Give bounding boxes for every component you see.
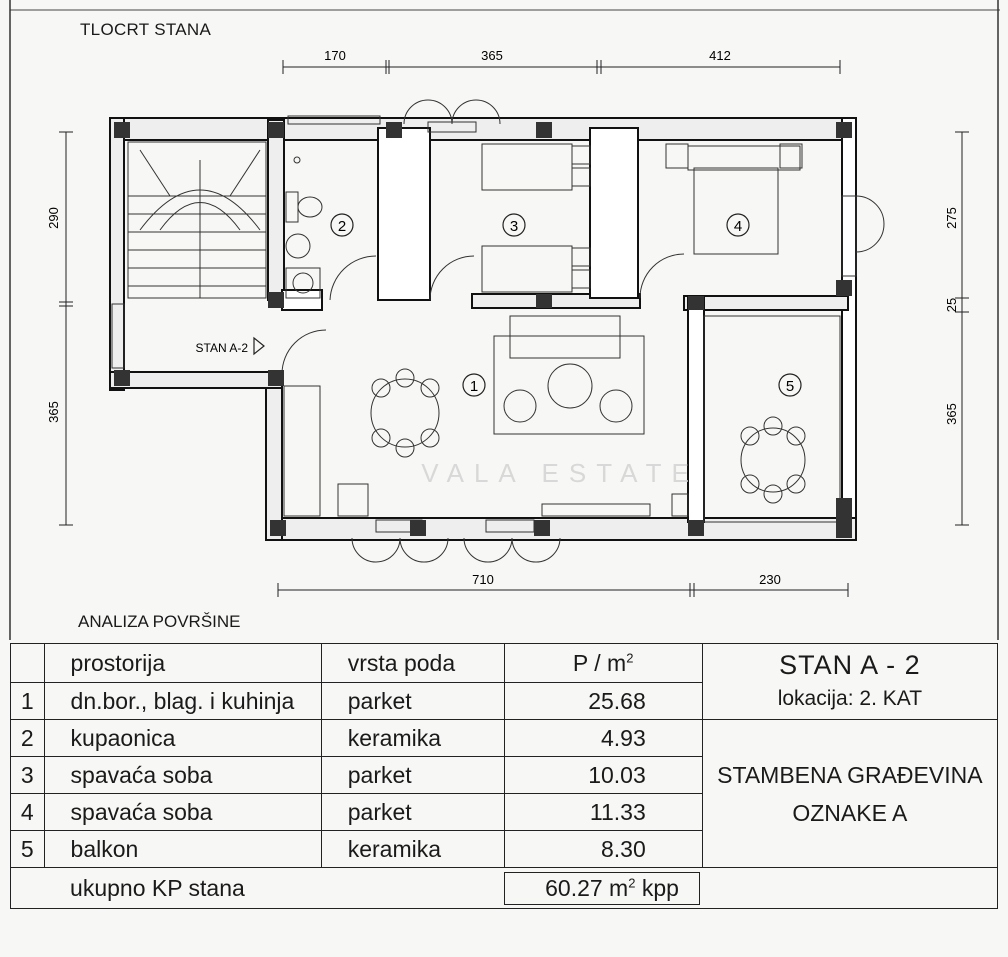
room-number-4: 4	[733, 218, 743, 235]
dimension-left	[59, 132, 73, 525]
dim-right-2: 25	[944, 297, 959, 313]
header-floor: vrsta poda	[321, 644, 504, 683]
stan-info	[702, 644, 997, 720]
room-number-1: 1	[469, 378, 479, 395]
header-area: P / $m^2$	[504, 644, 702, 683]
dim-top-3: 412	[709, 48, 731, 63]
table-row: 3 spavaća soba parket 10.03	[11, 757, 998, 794]
stan-title: STAN A - 2	[779, 650, 921, 680]
building-info	[702, 720, 997, 868]
dim-bottom-2: 230	[759, 572, 781, 587]
dim-left-2: 365	[46, 401, 61, 423]
total-value: 60.27 $m^2$ kpp	[504, 872, 700, 905]
table-row: 4 spavaća soba parket 11.33	[11, 794, 998, 831]
room-number-3: 3	[509, 218, 519, 235]
analysis-title: ANALIZA POVRŠINE	[78, 612, 241, 631]
dimension-right	[955, 132, 969, 525]
dim-left-1: 290	[46, 207, 61, 229]
total-label: ukupno KP stana	[44, 868, 504, 909]
watermark: VALA ESTATE	[421, 458, 699, 488]
room-number-2: 2	[337, 218, 347, 235]
plan-title: TLOCRT STANA	[80, 20, 212, 39]
stan-entry-label: STAN A-2	[195, 341, 248, 355]
table-row: 5 balkon keramika 8.30	[11, 831, 998, 868]
stan-location: lokacija: 2. KAT	[777, 687, 923, 710]
dimension-top	[283, 60, 840, 74]
dim-top-1: 170	[324, 48, 346, 63]
building-line-1: STAMBENA GRAĐEVINA	[717, 761, 983, 788]
dim-right-1: 275	[944, 207, 959, 229]
room-number-5: 5	[785, 378, 795, 395]
dim-bottom-1: 710	[472, 572, 494, 587]
table-row: 1 dn.bor., blag. i kuhinja parket 25.68	[11, 683, 998, 720]
entry-arrow-icon	[254, 338, 264, 354]
header-room: prostorija	[44, 644, 321, 683]
building-line-2: OZNAKE A	[792, 799, 908, 826]
dim-top-2: 365	[481, 48, 503, 63]
staircase	[128, 142, 266, 298]
total-row	[11, 868, 998, 909]
area-analysis-table	[10, 643, 998, 909]
dim-right-3: 365	[944, 403, 959, 425]
table-row: 2 kupaonica keramika 4.93 STAMBENA GRAĐEVINA OZNAKE A	[11, 720, 998, 757]
windows	[112, 100, 884, 562]
